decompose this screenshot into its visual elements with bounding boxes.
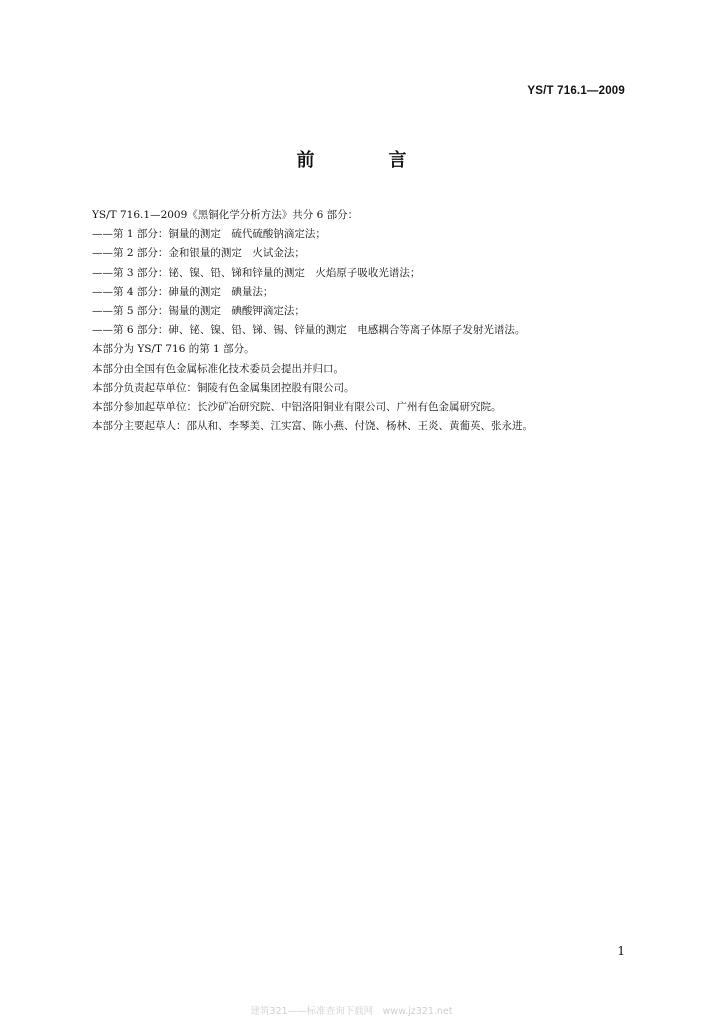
list-item-part-6: ——第 6 部分：砷、铋、镍、铅、锑、锡、锌量的测定 电感耦合等离子体原子发射光谱法。	[92, 324, 526, 337]
page-number: 1	[617, 944, 625, 958]
list-item-part-1: ——第 1 部分：铜量的测定 硫代硫酸钠滴定法；	[92, 228, 326, 241]
paragraph-proposer: 本部分由全国有色金属标准化技术委员会提出并归口。	[92, 362, 344, 375]
paragraph-participating-drafters: 本部分参加起草单位：长沙矿冶研究院、中铝洛阳铜业有限公司、广州有色金属研究院。	[92, 400, 502, 413]
foreword-body	[92, 206, 632, 436]
paragraph-part-statement: 本部分为 YS/T 716 的第 1 部分。	[92, 343, 255, 356]
list-item-part-3: ——第 3 部分：铋、镍、铅、锑和锌量的测定 火焰原子吸收光谱法；	[92, 266, 421, 279]
list-item-part-2: ——第 2 部分：金和银量的测定 火试金法；	[92, 247, 305, 260]
list-item-part-5: ——第 5 部分：锡量的测定 碘酸钾滴定法；	[92, 304, 305, 317]
watermark: 建筑321——标准查询下载网 www.jz321.net	[250, 1006, 453, 1017]
paragraph-lead-drafter: 本部分负责起草单位：铜陵有色金属集团控股有限公司。	[92, 381, 355, 394]
paragraph-main-drafters: 本部分主要起草人：邵从和、李琴美、江实富、陈小燕、付饶、杨林、王炎、黄葡英、张永进。	[92, 420, 533, 433]
paragraph-intro: YS/T 716.1—2009《黑铜化学分析方法》共分 6 部分：	[92, 209, 359, 221]
standard-code: YS/T 716.1—2009	[527, 85, 625, 97]
list-item-part-4: ——第 4 部分：砷量的测定 碘量法；	[92, 285, 274, 298]
page-title: 前 言	[296, 150, 435, 171]
